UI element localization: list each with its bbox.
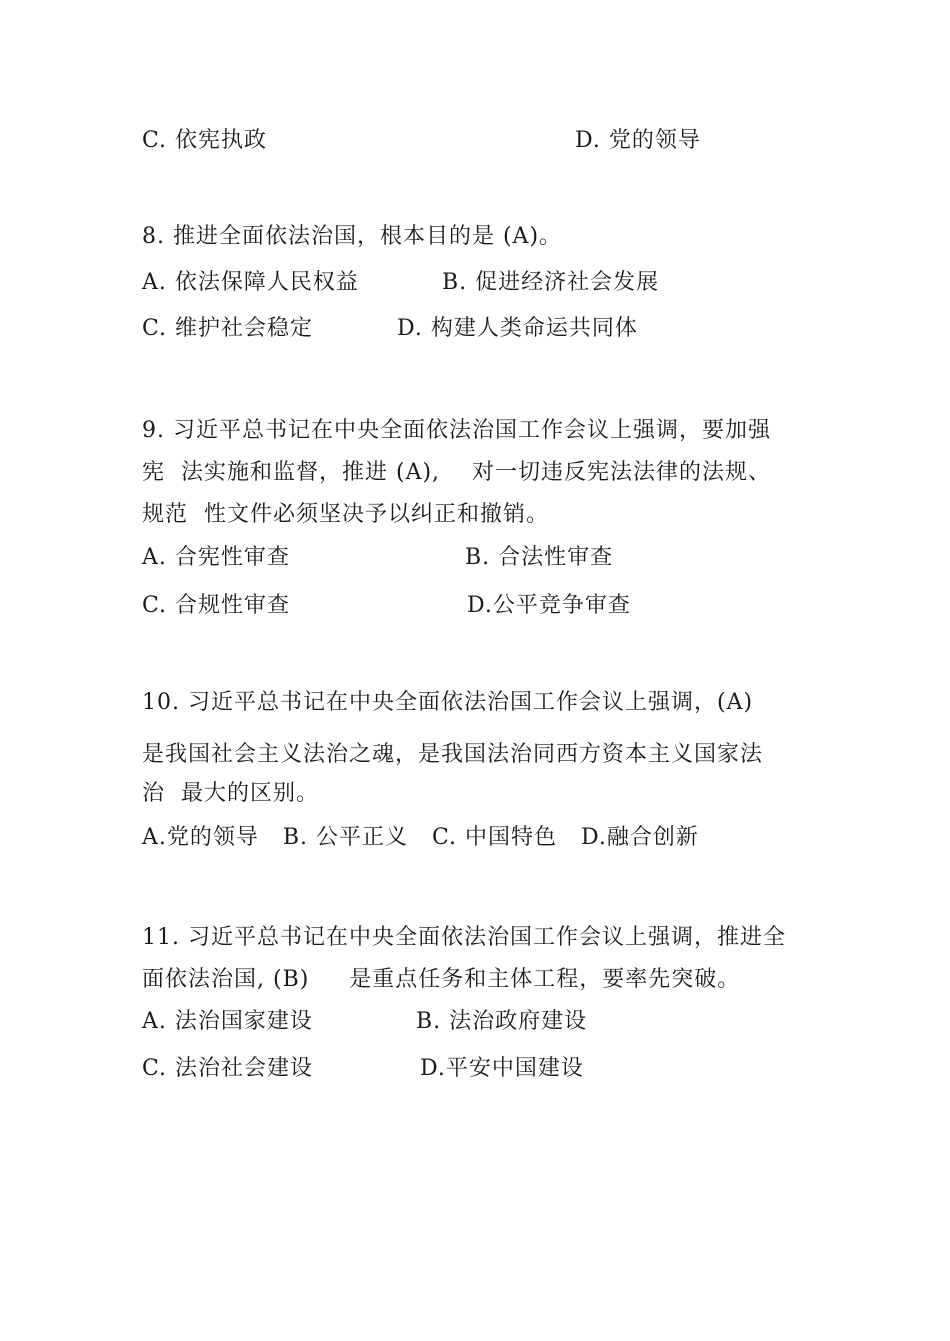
question-8-option-d: D. 构建人类命运共同体	[397, 316, 638, 341]
question-11-option-a: A. 法治国家建设	[142, 1009, 313, 1034]
question-10-stem-line-3: 治 最大的区别。	[142, 781, 319, 806]
question-11-option-d: D.平安中国建设	[420, 1056, 584, 1081]
question-11-stem-line-2: 面依法治国, (B) 是重点任务和主体工程，要率先突破。	[142, 967, 741, 992]
question-11-option-b: B. 法治政府建设	[416, 1009, 588, 1034]
question-9-stem-line-1: 9. 习近平总书记在中央全面依法治国工作会议上强调，要加强	[142, 418, 771, 443]
question-10-options: A.党的领导 B. 公平正义 C. 中国特色 D.融合创新	[142, 825, 699, 850]
question-9-option-a: A. 合宪性审查	[142, 545, 290, 570]
question-9-stem-line-3: 规范 性文件必须坚决予以纠正和撤销。	[142, 502, 549, 527]
question-8-option-b: B. 促进经济社会发展	[442, 270, 660, 295]
option-c: C. 依宪执政	[142, 128, 268, 153]
question-10-stem-line-2: 是我国社会主义法治之魂，是我国法治同西方资本主义国家法	[142, 742, 764, 767]
question-8-option-c: C. 维护社会稳定	[142, 316, 314, 341]
question-10-stem-line-1: 10. 习近平总书记在中央全面依法治国工作会议上强调，(A)	[142, 690, 754, 715]
question-9-stem-line-2: 宪 法实施和监督，推进 (A), 对一切违反宪法法律的法规、	[142, 460, 772, 485]
question-9-option-c: C. 合规性审查	[142, 593, 291, 618]
question-9-option-d: D.公平竞争审查	[467, 593, 631, 618]
question-9-option-b: B. 合法性审查	[465, 545, 614, 570]
question-8-stem: 8. 推进全面依法治国，根本目的是 (A)。	[142, 224, 563, 249]
option-d: D. 党的领导	[575, 128, 701, 153]
question-8-option-a: A. 依法保障人民权益	[142, 270, 359, 295]
question-11-stem-line-1: 11. 习近平总书记在中央全面依法治国工作会议上强调，推进全	[142, 925, 786, 950]
question-11-option-c: C. 法治社会建设	[142, 1056, 314, 1081]
